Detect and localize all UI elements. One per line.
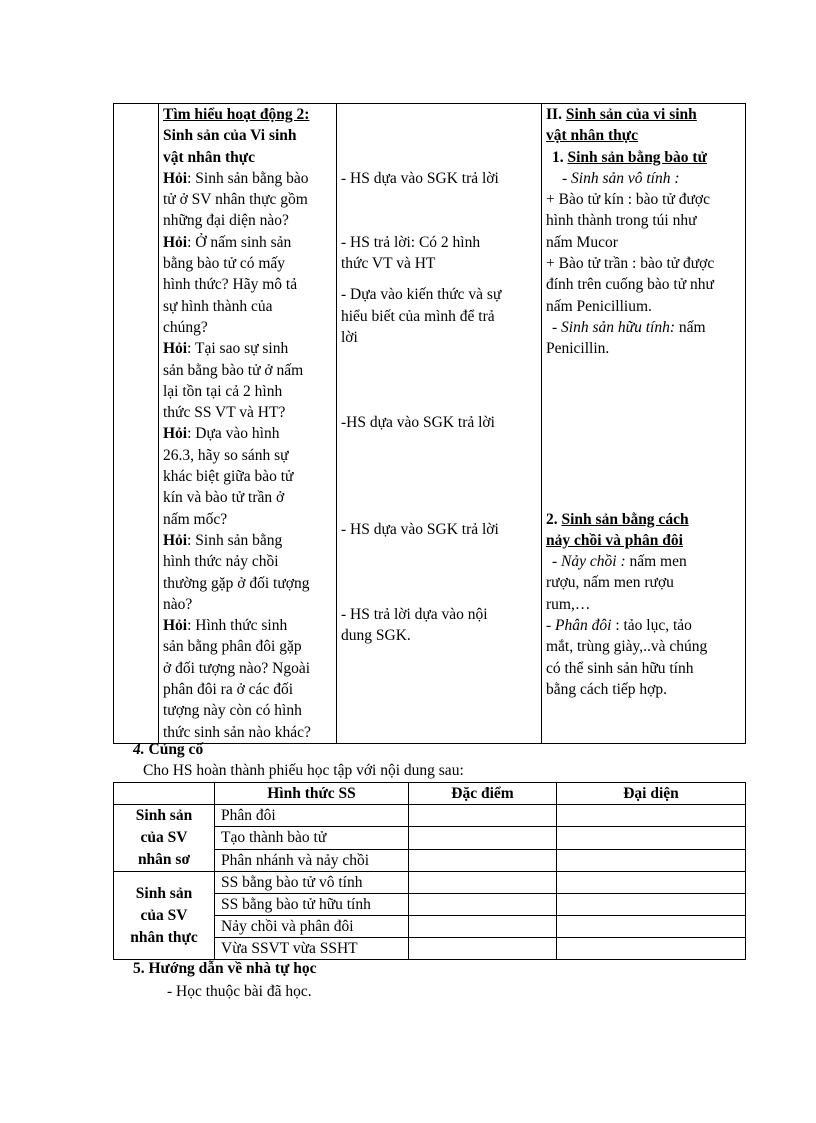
- question-6-line: thức sinh sản nào khác?: [163, 723, 311, 741]
- table-header: Đặc điểm: [409, 783, 557, 805]
- group-label-eukaryote: Sinh sản của SV nhân thực: [114, 872, 215, 960]
- summary-table: [113, 782, 746, 960]
- table-header: Đại diện: [557, 783, 746, 805]
- fission-line: bằng cách tiếp hợp.: [546, 680, 667, 698]
- student-answer-3-line: hiểu biết của mình để trả: [341, 307, 495, 325]
- activity-heading-line: Sinh sản của Vi sinh: [163, 127, 297, 145]
- activity-heading-line: vật nhân thực: [163, 148, 255, 166]
- representative-cell: [557, 916, 746, 938]
- budding: - Nảy chồi : nấm men: [552, 553, 687, 571]
- student-answer-4: -HS dựa vào SGK trả lời: [341, 414, 495, 432]
- self-study-heading: 5. Hướng dẫn về nhà tự học: [133, 960, 317, 977]
- student-answer-6-line: dung SGK.: [341, 627, 411, 645]
- activity-table: [113, 103, 746, 744]
- question-2: Hỏi: Ở nấm sinh sản: [163, 233, 292, 251]
- question-2-line: chúng?: [163, 318, 208, 336]
- spore-line: + Bào tử kín : bào tử được: [546, 191, 710, 209]
- question-5-line: thường gặp ở đối tượng: [163, 574, 310, 592]
- spore-line: hình thành trong túi như: [546, 212, 697, 230]
- feature-cell: [409, 805, 557, 827]
- reproduction-form-cell: SS bằng bào tử hữu tính: [215, 894, 409, 916]
- self-study-item: - Học thuộc bài đã học.: [167, 983, 312, 1000]
- question-5-line: hình thức nảy chồi: [163, 553, 279, 571]
- representative-cell: [557, 938, 746, 960]
- student-answer-2-line: thức VT và HT: [341, 255, 436, 273]
- reproduction-form-cell: Nảy chồi và phân đôi: [215, 916, 409, 938]
- content-cell: [542, 104, 746, 744]
- student-answer-1: - HS dựa vào SGK trả lời: [341, 170, 499, 187]
- question-6-line: tượng này còn có hình: [163, 702, 302, 720]
- question-3: Hỏi: Tại sao sự sinh: [163, 340, 289, 358]
- consolidation-heading: 4. Củng cố: [133, 741, 204, 758]
- reproduction-form-cell: Phân nhánh và nảy chồi: [215, 849, 409, 871]
- feature-cell: [409, 916, 557, 938]
- representative-cell: [557, 872, 746, 894]
- feature-cell: [409, 827, 557, 849]
- table-row: [114, 805, 746, 827]
- question-1-line: tử ở SV nhân thực gồm: [163, 191, 308, 209]
- subsection-2-title: 2. Sinh sản bằng cách: [546, 510, 689, 528]
- question-6-line: ở đối tượng nào? Ngoài: [163, 659, 311, 677]
- fission-line: có thể sinh sản hữu tính: [546, 659, 694, 677]
- fission: - Phân đôi : tảo lục, tảo: [546, 617, 692, 635]
- section-title: II. Sinh sản của vi sinh: [546, 106, 697, 123]
- reproduction-form-cell: Phân đôi: [215, 805, 409, 827]
- student-answer-6: - HS trả lời dựa vào nội: [341, 605, 488, 623]
- student-answer-3: - Dựa vào kiến thức và sự: [341, 286, 502, 304]
- table-header: Hình thức SS: [215, 783, 409, 805]
- teacher-activity-cell: [159, 104, 337, 744]
- section-title-line: vật nhân thực: [546, 127, 638, 145]
- representative-cell: [557, 827, 746, 849]
- budding-line: rum,…: [546, 595, 591, 613]
- question-2-line: bằng bào tử có mấy: [163, 255, 286, 273]
- question-4-line: 26.3, hãy so sánh sự: [163, 446, 289, 464]
- question-5-line: nào?: [163, 595, 193, 613]
- asexual-heading: - Sinh sản vô tính :: [562, 169, 680, 187]
- question-4-line: nấm mốc?: [163, 510, 228, 528]
- table-header: [114, 783, 215, 805]
- spore-line: đính trên cuống bào tử như: [546, 276, 714, 294]
- question-6-line: sản bằng phân đôi gặp: [163, 638, 302, 656]
- question-3-line: sản bằng bào tử ở nấm: [163, 361, 304, 379]
- group-label-prokaryote: Sinh sản của SV nhân sơ: [114, 805, 215, 872]
- question-1-line: những đại diện nào?: [163, 212, 289, 230]
- activity-heading-line: Tìm hiểu hoạt động 2:: [163, 106, 310, 123]
- feature-cell: [409, 872, 557, 894]
- reproduction-form-cell: Tạo thành bào tử: [215, 827, 409, 849]
- feature-cell: [409, 894, 557, 916]
- question-4-line: khác biệt giữa bào tử: [163, 468, 294, 486]
- activity-row: [114, 104, 746, 744]
- student-answer-2: - HS trả lời: Có 2 hình: [341, 233, 481, 251]
- empty-column-cell: [114, 104, 159, 744]
- sexual-reproduction: - Sinh sản hữu tính: nấm: [552, 318, 706, 336]
- fission-line: mắt, trùng giày,..và chúng: [546, 638, 708, 656]
- question-5: Hỏi: Sinh sản bằng: [163, 531, 283, 549]
- representative-cell: [557, 894, 746, 916]
- consolidation-instruction: Cho HS hoàn thành phiếu học tập với nội dung sau:: [143, 762, 464, 779]
- budding-line: rượu, nấm men rượu: [546, 574, 674, 592]
- sexual-reproduction-line: Penicillin.: [546, 340, 610, 358]
- table-header-row: [114, 783, 746, 805]
- question-6: Hỏi: Hình thức sinh: [163, 617, 288, 635]
- reproduction-form-cell: SS bằng bào tử vô tính: [215, 872, 409, 894]
- student-answer-3-line: lời: [341, 329, 358, 347]
- subsection-2-title-line: nảy chồi và phân đôi: [546, 531, 683, 549]
- question-3-line: thức SS VT và HT?: [163, 404, 286, 422]
- feature-cell: [409, 938, 557, 960]
- question-1: Hỏi: Sinh sản bằng bào: [163, 169, 309, 187]
- reproduction-form-cell: Vừa SSVT vừa SSHT: [215, 938, 409, 960]
- question-6-line: phân đôi ra ở các đối: [163, 681, 293, 699]
- spore-line: + Bào tử trần : bào tử được: [546, 255, 715, 273]
- spore-line: nấm Mucor: [546, 233, 618, 251]
- student-activity-cell: [337, 104, 542, 744]
- table-row: [114, 872, 746, 894]
- spore-line: nấm Penicillium.: [546, 297, 652, 315]
- question-4-line: kín và bào tử trần ở: [163, 489, 285, 507]
- question-4: Hỏi: Dựa vào hình: [163, 425, 280, 443]
- question-2-line: sự hình thành của: [163, 297, 273, 315]
- subsection-1-title: 1. Sinh sản bằng bào tử: [552, 148, 707, 166]
- representative-cell: [557, 805, 746, 827]
- representative-cell: [557, 849, 746, 871]
- question-3-line: lại tồn tại cả 2 hình: [163, 382, 283, 400]
- student-answer-5: - HS dựa vào SGK trả lời: [341, 520, 499, 538]
- question-2-line: hình thức? Hãy mô tả: [163, 276, 298, 294]
- feature-cell: [409, 849, 557, 871]
